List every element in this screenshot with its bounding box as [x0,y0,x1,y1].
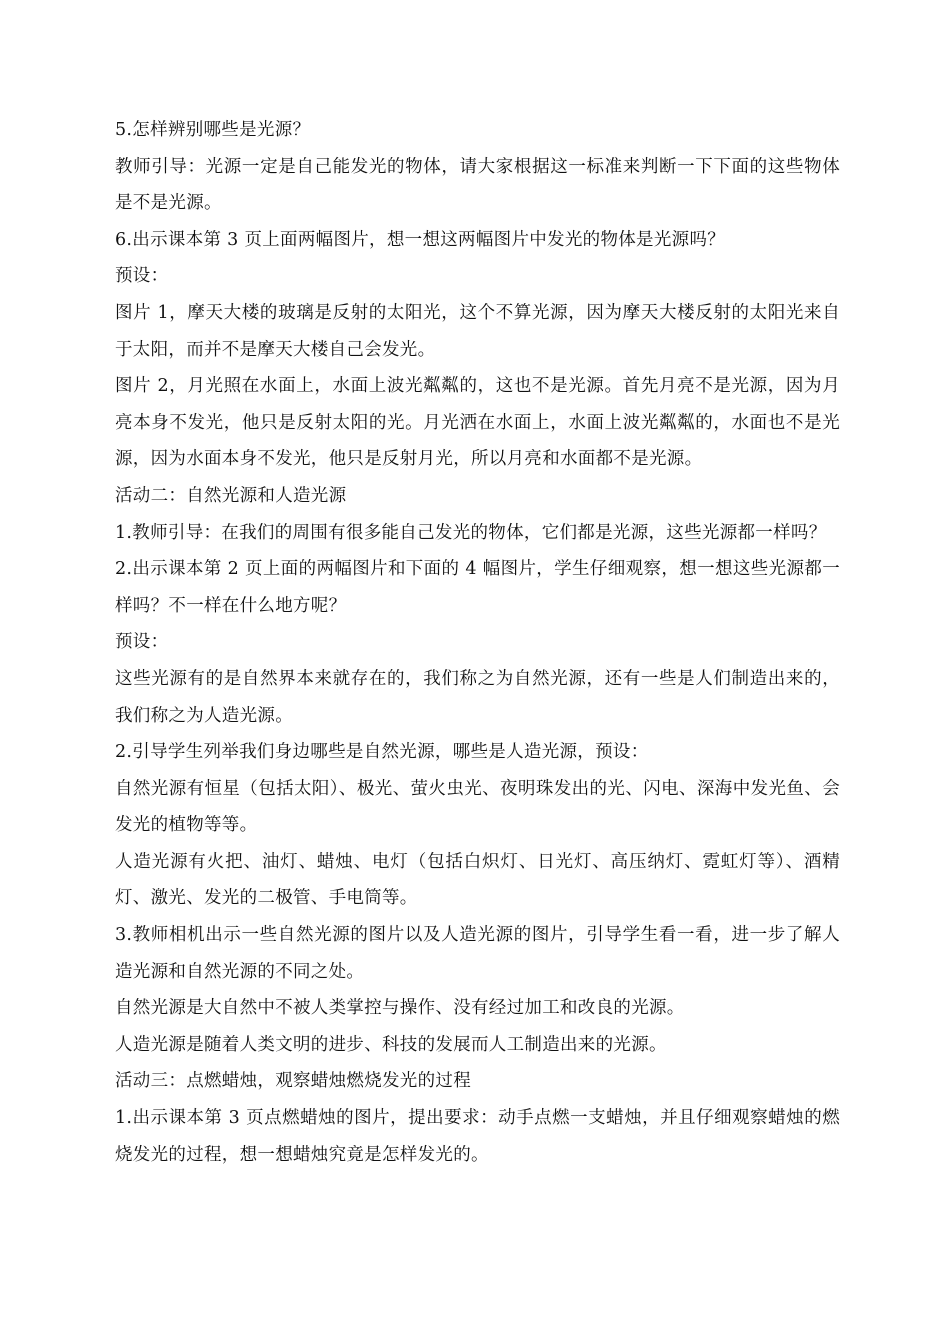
activity-2-step-1: 1.教师引导：在我们的周围有很多能自己发光的物体，它们都是光源，这些光源都一样吗？ [115,522,827,543]
preset-label: 预设： [115,266,169,287]
activity-2-step-2: 2.出示课本第 2 页上面的两幅图片和下面的 4 幅图片，学生仔细观察，想一想这些光源都一样吗？不一样在什么地方呢？ [115,559,840,616]
natural-source-definition: 自然光源是大自然中不被人类掌控与操作、没有经过加工和改良的光源。 [115,998,685,1019]
activity-3-step-1: 1.出示课本第 3 页点燃蜡烛的图片，提出要求：动手点燃一支蜡烛，并且仔细观察蜡烛的燃烧发光的过程，想一想蜡烛究竟是怎样发光的。 [115,1108,840,1165]
picture-1-paragraph: 图片 1，摩天大楼的玻璃是反射的太阳光，这个不算光源，因为摩天大楼反射的太阳光来自于太阳，而并不是摩天大楼自己会发光。 [115,302,840,360]
teacher-guidance-paragraph: 教师引导：光源一定是自己能发光的物体，请大家根据这一标准来判断一下下面的这些物体是不是光源。 [115,156,840,214]
activity-2-heading: 活动二：自然光源和人造光源 [115,485,347,506]
artificial-sources-list: 人造光源有火把、油灯、蜡烛、电灯（包括白炽灯、日光灯、高压纳灯、霓虹灯等）、酒精灯、激光、发光的二极管、手电筒等。 [115,851,840,909]
activity-2-step-3: 3.教师相机出示一些自然光源的图片以及人造光源的图片，引导学生看一看，进一步了解人造光源和自然光源的不同之处。 [115,925,840,982]
question-5: 5.怎样辨别哪些是光源？ [115,120,311,140]
activity-3-heading: 活动三：点燃蜡烛，观察蜡烛燃烧发光的过程 [115,1071,471,1092]
natural-sources-list: 自然光源有恒星（包括太阳）、极光、萤火虫光、夜明珠发出的光、闪电、深海中发光鱼、会发光的植物等等。 [115,778,840,836]
preset-label: 预设： [115,632,169,653]
natural-artificial-definition: 这些光源有的是自然界本来就存在的，我们称之为自然光源，还有一些是人们制造出来的，我们称之为人造光源。 [115,668,840,726]
activity-2-step-2b: 2.引导学生列举我们身边哪些是自然光源，哪些是人造光源，预设： [115,742,649,763]
artificial-source-definition: 人造光源是随着人类文明的进步、科技的发展而人工制造出来的光源。 [115,1034,667,1055]
picture-2-paragraph: 图片 2，月光照在水面上，水面上波光粼粼的，这也不是光源。首先月亮不是光源，因为月亮本身不发光，他只是反射太阳的光。月光洒在水面上，水面上波光粼粼的，水面也不是光源，因为水面本身不发光，他只是反射月光，所以月亮和水面都不是光源。 [115,376,840,470]
document-body [115,112,840,1173]
step-6-paragraph: 6.出示课本第 3 页上面两幅图片，想一想这两幅图片中发光的物体是光源吗？ [115,229,726,250]
